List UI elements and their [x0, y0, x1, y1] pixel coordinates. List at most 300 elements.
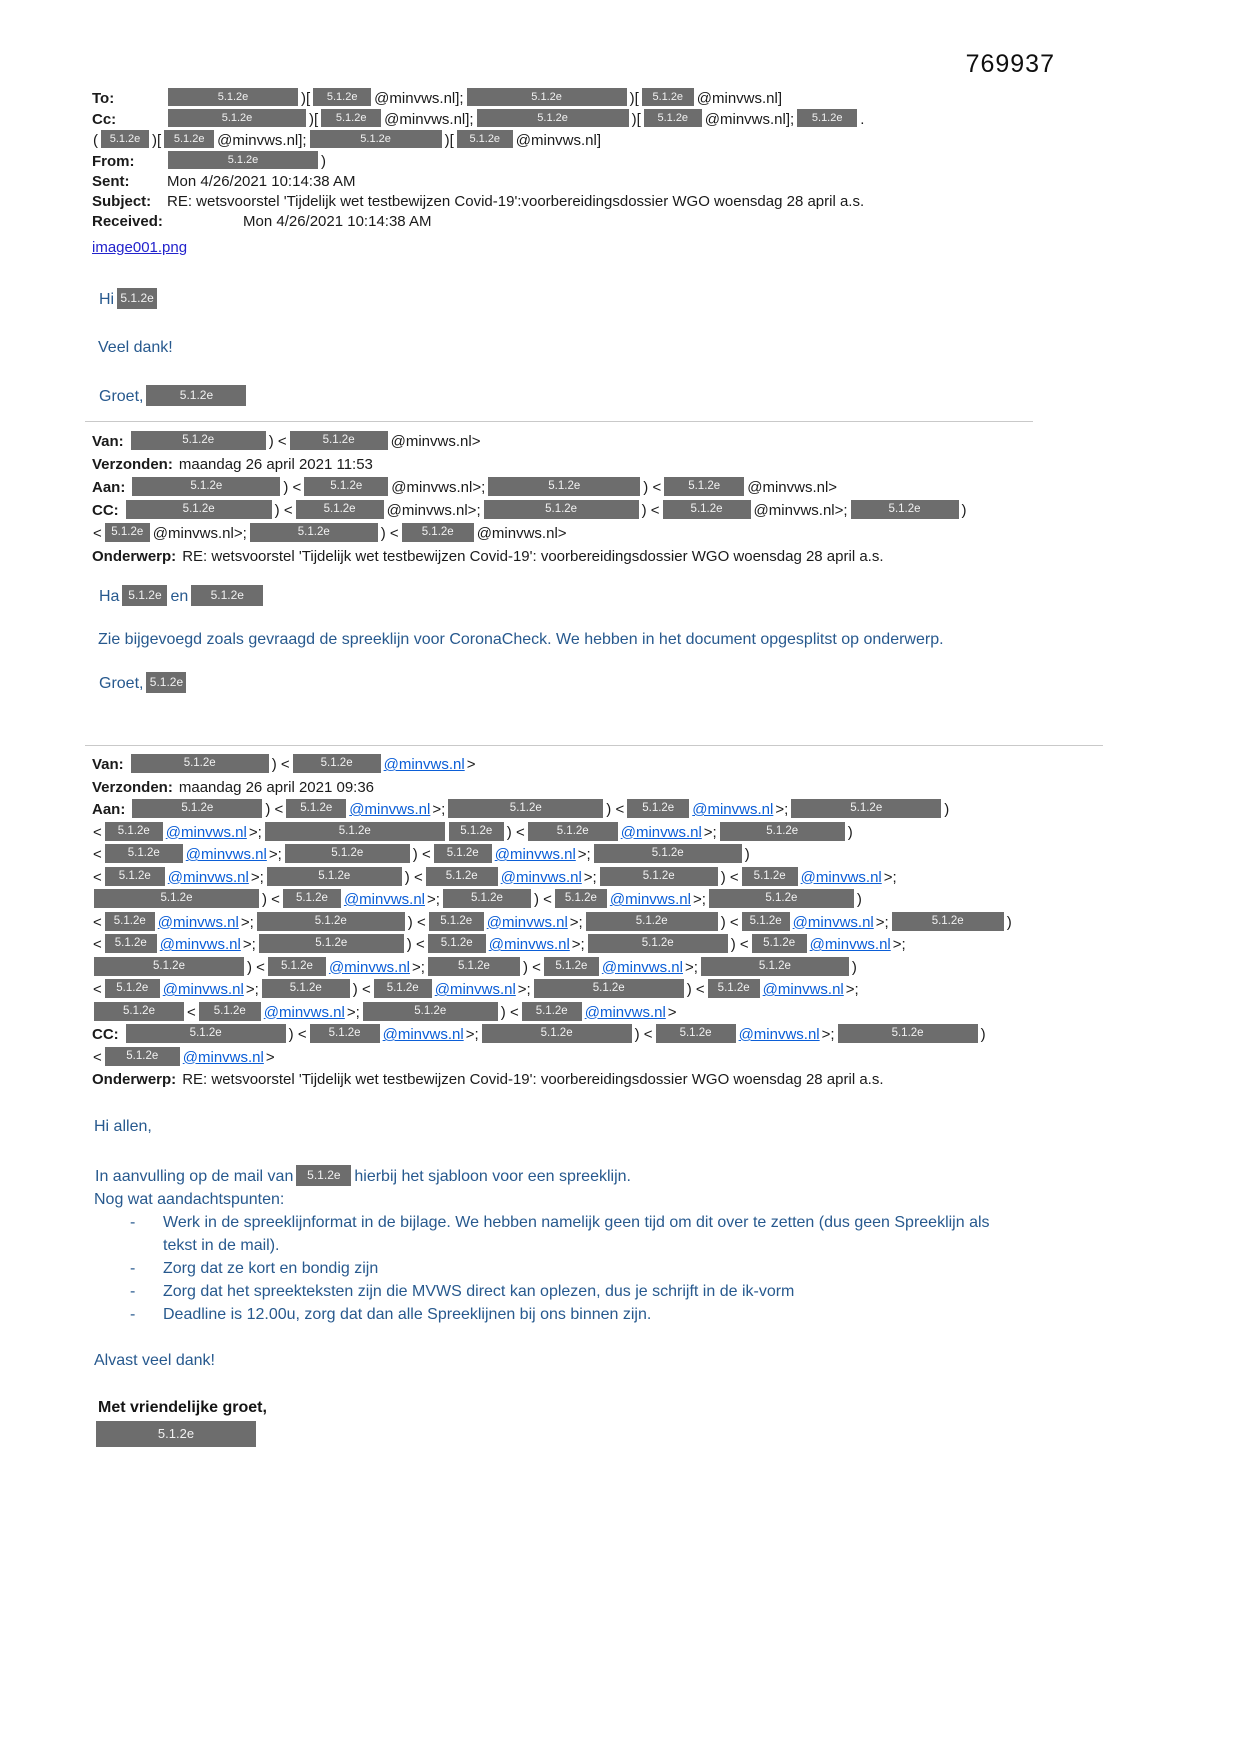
- attachment-line: [92, 238, 1185, 258]
- redaction-box: 5.1.2e: [477, 109, 629, 127]
- redaction-box: 5.1.2e: [283, 889, 341, 908]
- redaction-box: 5.1.2e: [168, 88, 298, 106]
- text-segment: )[: [301, 90, 311, 107]
- redaction-box: 5.1.2e: [522, 1002, 582, 1021]
- bullet-dash: -: [130, 1259, 136, 1277]
- redaction-box: 5.1.2e: [94, 889, 259, 908]
- header-line: [92, 934, 1185, 957]
- text-segment: >;: [883, 868, 897, 886]
- header-line: [92, 979, 1185, 1002]
- redaction-box: 5.1.2e: [534, 979, 684, 998]
- redaction-box: 5.1.2e: [105, 1047, 180, 1066]
- header-field-label: Sent:: [92, 173, 130, 190]
- text-segment: ) <: [247, 958, 265, 976]
- text-segment: ) <: [643, 479, 662, 496]
- header-line: [92, 151, 1185, 172]
- email-header: [92, 88, 1185, 232]
- redaction-box: 5.1.2e: [544, 957, 599, 976]
- redaction-box: 5.1.2e: [265, 822, 445, 841]
- redaction-box: 5.1.2e: [467, 88, 627, 106]
- text-segment: <: [93, 868, 102, 886]
- text-segment: en: [170, 588, 189, 605]
- text-segment: >;: [268, 846, 282, 863]
- text-segment: ) <: [406, 936, 425, 953]
- redaction-box: 5.1.2e: [117, 288, 157, 309]
- text-segment: .: [860, 111, 865, 128]
- header-field-value: [166, 193, 865, 210]
- text-segment: RE: wetsvoorstel 'Tijdelijk wet testbewijzen Covid-19': voorbereidingsdossier WGO woensdag 28 april a.s.: [182, 548, 884, 565]
- text-segment: ) <: [606, 801, 625, 818]
- header-field-value: [124, 1026, 987, 1043]
- text-segment: <: [187, 1003, 196, 1021]
- text-segment: RE: wetsvoorstel 'Tijdelijk wet testbewijzen Covid-19': voorbereidingsdossier WGO woensdag 28 april a.s.: [182, 1071, 884, 1088]
- text-segment: ): [1006, 913, 1012, 931]
- text-segment: >: [466, 756, 476, 773]
- header-field-label: Aan:: [92, 801, 126, 818]
- header-field-value: [166, 153, 327, 170]
- redaction-box: 5.1.2e: [797, 109, 857, 127]
- header-line: [92, 912, 1185, 935]
- bullet-item: [130, 1303, 1185, 1326]
- header-field-value: [242, 213, 432, 230]
- header-field-value: [129, 433, 482, 450]
- text-segment: @minvws.nl>: [390, 433, 481, 450]
- text-segment: ) <: [404, 868, 423, 886]
- redaction-box: 5.1.2e: [105, 912, 155, 931]
- redaction-box: 5.1.2e: [304, 477, 388, 496]
- redaction-box: 5.1.2e: [146, 385, 246, 406]
- text-segment: )[: [152, 132, 162, 149]
- text-segment: ) <: [533, 891, 552, 908]
- redaction-box: 5.1.2e: [257, 912, 405, 931]
- email-domain-link[interactable]: @minvws.nl: [343, 891, 426, 908]
- header-line: [92, 453, 1185, 476]
- text-segment: Groet,: [99, 675, 144, 692]
- text-segment: >;: [242, 936, 256, 953]
- bullet-item: [130, 1211, 1185, 1257]
- text-segment: >;: [684, 958, 698, 976]
- header-field-value: [124, 502, 968, 519]
- text-segment: <: [93, 823, 102, 841]
- email-domain-link[interactable]: @minvws.nl: [738, 1026, 820, 1043]
- header-line: [92, 192, 1185, 212]
- email-domain-link[interactable]: @minvws.nl: [159, 936, 241, 953]
- text-segment: (: [93, 132, 98, 149]
- redaction-box: 5.1.2e: [105, 867, 165, 886]
- redaction-box: 5.1.2e: [105, 844, 183, 863]
- redaction-box: 5.1.2e: [96, 1421, 256, 1447]
- text-segment: >;: [821, 1026, 835, 1043]
- email-domain-link[interactable]: @minvws.nl: [500, 868, 582, 886]
- text-segment: ) <: [634, 1026, 653, 1043]
- text-segment: Mon 4/26/2021 10:14:38 AM: [243, 213, 432, 230]
- text-segment: >: [265, 1048, 275, 1066]
- header-field-label: CC:: [92, 502, 119, 519]
- redaction-box: 5.1.2e: [122, 585, 167, 606]
- header-field-value: [166, 111, 865, 128]
- email-domain-link[interactable]: @minvws.nl: [263, 1003, 345, 1021]
- redaction-box: 5.1.2e: [126, 500, 272, 519]
- header-field-label: Cc:: [92, 111, 117, 128]
- text-segment: @minvws.nl];: [384, 111, 474, 128]
- text-segment: >;: [569, 913, 583, 931]
- email3-body: [92, 1116, 1185, 1371]
- text-segment: ): [961, 502, 967, 519]
- greeting-line: [98, 288, 1185, 310]
- header-field-value: [92, 891, 863, 908]
- email-domain-link[interactable]: @minvws.nl: [601, 958, 683, 976]
- header-line: [92, 1069, 1185, 1092]
- text-segment: >;: [775, 801, 789, 818]
- redaction-box: 5.1.2e: [296, 1165, 351, 1186]
- redaction-box: 5.1.2e: [429, 912, 484, 931]
- email1-body: [92, 288, 1185, 407]
- email2-body: [92, 585, 1185, 694]
- text-segment: ): [847, 823, 853, 841]
- header-field-value: [92, 846, 751, 863]
- text-segment: >;: [703, 823, 717, 841]
- email-domain-link[interactable]: @minvws.nl: [434, 981, 516, 998]
- header-line: [92, 545, 1185, 568]
- attachment-link[interactable]: image001.png: [92, 239, 188, 256]
- text-segment: maandag 26 april 2021 11:53: [178, 456, 373, 473]
- redaction-box: 5.1.2e: [448, 799, 603, 818]
- text-segment: ): [980, 1026, 986, 1043]
- email-domain-link[interactable]: @minvws.nl: [167, 868, 249, 886]
- signature-redaction: [92, 1421, 1185, 1449]
- text-segment: ) <: [271, 756, 290, 773]
- header-field-label: Onderwerp:: [92, 548, 177, 565]
- redaction-box: 5.1.2e: [701, 957, 849, 976]
- redaction-box: 5.1.2e: [434, 844, 492, 863]
- redaction-box: 5.1.2e: [656, 1024, 736, 1043]
- redaction-box: 5.1.2e: [627, 799, 689, 818]
- header-line: [92, 109, 1185, 130]
- redaction-box: 5.1.2e: [752, 934, 807, 953]
- redaction-box: 5.1.2e: [443, 889, 531, 908]
- text-segment: @minvws.nl>;: [753, 502, 848, 519]
- header-field-label: Van:: [92, 756, 124, 773]
- redaction-box: 5.1.2e: [528, 822, 618, 841]
- redaction-box: 5.1.2e: [262, 979, 350, 998]
- text-segment: Ha: [99, 588, 120, 605]
- bullet-text: Zorg dat het spreekteksten zijn die MVWS direct kan oplezen, dus je schrijft in de ik-vorm: [163, 1282, 795, 1300]
- text-segment: >;: [517, 981, 531, 998]
- redaction-box: 5.1.2e: [428, 934, 486, 953]
- text-segment: ) <: [641, 502, 660, 519]
- text-segment: >;: [892, 936, 906, 953]
- redaction-box: 5.1.2e: [449, 822, 504, 841]
- header-line: [92, 867, 1185, 890]
- text-segment: @minvws.nl>: [747, 479, 838, 496]
- header-field-label: Van:: [92, 433, 124, 450]
- text-segment: ) <: [720, 913, 739, 931]
- redaction-box: 5.1.2e: [402, 523, 474, 542]
- redaction-box: 5.1.2e: [742, 912, 790, 931]
- header-line: [92, 889, 1185, 912]
- text-segment: <: [93, 525, 102, 542]
- redaction-box: 5.1.2e: [664, 477, 744, 496]
- header-field-value: [166, 90, 783, 107]
- text-segment: @minvws.nl>;: [386, 502, 481, 519]
- redaction-box: 5.1.2e: [663, 500, 751, 519]
- text-segment: @minvws.nl>: [476, 525, 567, 542]
- header-field-value: [92, 1049, 276, 1066]
- header-line: [92, 844, 1185, 867]
- text-segment: >;: [412, 958, 425, 976]
- redaction-box: 5.1.2e: [428, 957, 520, 976]
- redaction-box: 5.1.2e: [708, 979, 760, 998]
- email-domain-link[interactable]: @minvws.nl: [383, 756, 465, 773]
- text-segment: >;: [571, 936, 585, 953]
- text-segment: @minvws.nl];: [704, 111, 795, 128]
- text-segment: <: [93, 936, 102, 953]
- closing-line: [98, 385, 1185, 407]
- redaction-box: 5.1.2e: [594, 844, 742, 863]
- closing-line: [98, 672, 1185, 694]
- redaction-box: 5.1.2e: [164, 130, 214, 148]
- email-domain-link[interactable]: @minvws.nl: [328, 958, 411, 976]
- text-segment: ): [321, 153, 326, 170]
- redaction-box: 5.1.2e: [168, 109, 306, 127]
- message-separator: [85, 745, 1103, 746]
- email-domain-link[interactable]: @minvws.nl: [182, 1048, 264, 1066]
- text-segment: ) <: [283, 479, 302, 496]
- text-segment: Groet,: [99, 388, 144, 405]
- header-field-value: [181, 1071, 884, 1088]
- text-segment: ) <: [412, 846, 431, 863]
- redaction-box: 5.1.2e: [132, 799, 262, 818]
- text-segment: ): [856, 891, 862, 908]
- email-domain-link[interactable]: @minvws.nl: [349, 801, 431, 818]
- header-field-label: Received:: [92, 213, 163, 230]
- signoff-line: Met vriendelijke groet,: [98, 1398, 267, 1416]
- redaction-box: 5.1.2e: [838, 1024, 978, 1043]
- header-field-label: Aan:: [92, 479, 126, 496]
- redaction-box: 5.1.2e: [488, 477, 640, 496]
- redaction-box: 5.1.2e: [484, 500, 639, 519]
- email-domain-link[interactable]: @minvws.nl: [488, 936, 570, 953]
- header-line: [92, 754, 1185, 777]
- text-segment: >;: [248, 823, 262, 841]
- bullet-list: [130, 1211, 1185, 1326]
- document-number: 769937: [965, 50, 1055, 78]
- redaction-box: 5.1.2e: [105, 979, 160, 998]
- quoted-header-2: [92, 754, 1185, 1092]
- text-segment: >;: [577, 846, 591, 863]
- thanks-line: Alvast veel dank!: [94, 1351, 215, 1369]
- text-segment: )[: [631, 111, 641, 128]
- text-segment: ) <: [407, 913, 426, 931]
- header-line: [92, 1024, 1185, 1047]
- email-domain-link[interactable]: @minvws.nl: [162, 981, 244, 998]
- email-domain-link[interactable]: @minvws.nl: [185, 846, 267, 863]
- header-field-label: Verzonden:: [92, 778, 173, 796]
- bullet-dash: -: [130, 1305, 136, 1323]
- text-segment: ) <: [720, 868, 739, 886]
- text-segment: >;: [250, 868, 264, 886]
- text-segment: ) <: [506, 823, 525, 841]
- redaction-box: 5.1.2e: [644, 109, 702, 127]
- redaction-box: 5.1.2e: [105, 934, 157, 953]
- header-field-value: [92, 936, 907, 953]
- text-segment: @minvws.nl];: [374, 90, 464, 107]
- bullet-item: [130, 1257, 1185, 1280]
- text-segment: >;: [427, 891, 440, 908]
- text-segment: maandag 26 april 2021 09:36: [178, 778, 375, 796]
- text-segment: ) <: [522, 958, 541, 976]
- header-field-value: [92, 914, 1013, 931]
- email-domain-link[interactable]: @minvws.nl: [692, 801, 774, 818]
- text-segment: >;: [346, 1003, 360, 1021]
- text-segment: >: [667, 1003, 677, 1021]
- text-segment: @minvws.nl]: [515, 132, 602, 149]
- quoted-header-1: [92, 430, 1185, 568]
- header-line: [92, 522, 1185, 545]
- bullet-text: Deadline is 12.00u, zorg dat dan alle Spreeklijnen bij ons binnen zijn.: [163, 1305, 652, 1323]
- header-field-value: [92, 869, 898, 886]
- redaction-box: 5.1.2e: [268, 957, 326, 976]
- email-domain-link[interactable]: @minvws.nl: [165, 823, 247, 841]
- header-field-label: From:: [92, 153, 135, 170]
- redaction-box: 5.1.2e: [250, 523, 378, 542]
- header-line: [92, 476, 1185, 499]
- text-segment: @minvws.nl>;: [152, 525, 247, 542]
- text-segment: RE: wetsvoorstel 'Tijdelijk wet testbewijzen Covid-19':voorbereidingsdossier WGO woensdag 28 april a.s.: [167, 193, 865, 210]
- redaction-box: 5.1.2e: [132, 477, 280, 496]
- text-segment: ) <: [262, 891, 280, 908]
- redaction-box: 5.1.2e: [374, 979, 432, 998]
- text-segment: In aanvulling op de mail van: [95, 1167, 294, 1185]
- email-domain-link[interactable]: @minvws.nl: [486, 913, 568, 931]
- redaction-box: 5.1.2e: [296, 500, 384, 519]
- text-segment: >;: [692, 891, 706, 908]
- header-line: [92, 88, 1185, 109]
- message-separator: [85, 421, 1033, 422]
- text-segment: @minvws.nl]: [696, 90, 783, 107]
- text-segment: ) <: [686, 981, 705, 998]
- redaction-box: 5.1.2e: [742, 867, 798, 886]
- email-domain-link[interactable]: @minvws.nl: [620, 823, 702, 841]
- redaction-box: 5.1.2e: [126, 1024, 286, 1043]
- redaction-box: 5.1.2e: [131, 431, 266, 450]
- redaction-box: 5.1.2e: [168, 151, 318, 169]
- redaction-box: 5.1.2e: [105, 523, 150, 542]
- text-segment: hierbij het sjabloon voor een spreeklijn.: [354, 1167, 631, 1185]
- redaction-box: 5.1.2e: [892, 912, 1004, 931]
- header-line: [92, 1047, 1185, 1070]
- email-domain-link[interactable]: @minvws.nl: [494, 846, 576, 863]
- header-field-value: [92, 525, 568, 542]
- redaction-box: 5.1.2e: [131, 754, 269, 773]
- text-segment: ) <: [265, 801, 284, 818]
- redaction-box: 5.1.2e: [851, 500, 959, 519]
- header-line: [92, 430, 1185, 453]
- text-segment: >;: [583, 868, 597, 886]
- email-domain-link[interactable]: @minvws.nl: [609, 891, 691, 908]
- redaction-box: 5.1.2e: [310, 130, 442, 148]
- text-segment: ): [944, 801, 950, 818]
- text-segment: ) <: [380, 525, 399, 542]
- redaction-box: 5.1.2e: [199, 1002, 261, 1021]
- redaction-box: 5.1.2e: [293, 754, 381, 773]
- redaction-box: 5.1.2e: [191, 585, 263, 606]
- header-field-value: [181, 548, 884, 565]
- header-field-value: [92, 824, 854, 841]
- text-segment: ): [851, 958, 857, 976]
- header-line: [92, 499, 1185, 522]
- text-segment: >;: [465, 1026, 479, 1043]
- redaction-box: 5.1.2e: [588, 934, 728, 953]
- text-segment: <: [93, 981, 102, 998]
- email-domain-link[interactable]: @minvws.nl: [762, 981, 844, 998]
- header-field-value: [178, 456, 374, 473]
- header-line: [92, 822, 1185, 845]
- text-segment: @minvws.nl>;: [391, 479, 486, 496]
- header-field-value: [92, 981, 860, 998]
- email-domain-link[interactable]: @minvws.nl: [800, 868, 882, 886]
- text-segment: ) <: [268, 433, 287, 450]
- bullet-dash: -: [130, 1213, 136, 1231]
- redaction-box: 5.1.2e: [94, 1002, 184, 1021]
- header-field-value: [166, 173, 356, 190]
- header-line: [92, 1002, 1185, 1025]
- header-field-label: Subject:: [92, 193, 152, 210]
- greeting-line: Hi allen,: [94, 1117, 152, 1135]
- redaction-box: 5.1.2e: [313, 88, 371, 106]
- header-field-label: Verzonden:: [92, 456, 173, 473]
- header-field-value: [92, 1004, 678, 1021]
- text-segment: )[: [629, 90, 639, 107]
- email-domain-link[interactable]: @minvws.nl: [792, 913, 874, 931]
- redaction-box: 5.1.2e: [101, 130, 149, 148]
- text-segment: >;: [875, 913, 889, 931]
- redaction-box: 5.1.2e: [286, 799, 346, 818]
- redaction-box: 5.1.2e: [482, 1024, 632, 1043]
- header-line: [92, 130, 1185, 151]
- email-domain-link[interactable]: @minvws.nl: [809, 936, 891, 953]
- text-segment: ) <: [500, 1003, 519, 1021]
- header-field-value: [92, 959, 858, 976]
- redaction-box: 5.1.2e: [642, 88, 694, 106]
- redaction-box: 5.1.2e: [259, 934, 404, 953]
- text-segment: <: [93, 846, 102, 863]
- bullet-dash: -: [130, 1282, 136, 1300]
- text-segment: ) <: [730, 936, 749, 953]
- redaction-box: 5.1.2e: [321, 109, 381, 127]
- bullet-text: Werk in de spreeklijnformat in de bijlage. We hebben namelijk geen tijd om dit over te zetten (dus geen Spreeklijn als tekst in de mail).: [163, 1213, 990, 1254]
- text-segment: <: [93, 1048, 102, 1066]
- thanks-line: Veel dank!: [98, 339, 173, 356]
- intro-line: [94, 1165, 1185, 1188]
- header-field-label: Onderwerp:: [92, 1071, 177, 1088]
- redaction-box: 5.1.2e: [285, 844, 410, 863]
- text-segment: ) <: [274, 502, 293, 519]
- text-segment: ): [744, 846, 750, 863]
- email-domain-link[interactable]: @minvws.nl: [584, 1003, 666, 1021]
- header-line: [92, 777, 1185, 800]
- redaction-box: 5.1.2e: [586, 912, 718, 931]
- header-field-value: [129, 756, 477, 773]
- email-domain-link[interactable]: @minvws.nl: [382, 1026, 464, 1043]
- redaction-box: 5.1.2e: [709, 889, 854, 908]
- text-segment: Mon 4/26/2021 10:14:38 AM: [167, 173, 356, 190]
- email-domain-link[interactable]: @minvws.nl: [157, 913, 239, 931]
- redaction-box: 5.1.2e: [310, 1024, 380, 1043]
- redaction-box: 5.1.2e: [105, 822, 163, 841]
- redaction-box: 5.1.2e: [555, 889, 607, 908]
- redaction-box: 5.1.2e: [267, 867, 402, 886]
